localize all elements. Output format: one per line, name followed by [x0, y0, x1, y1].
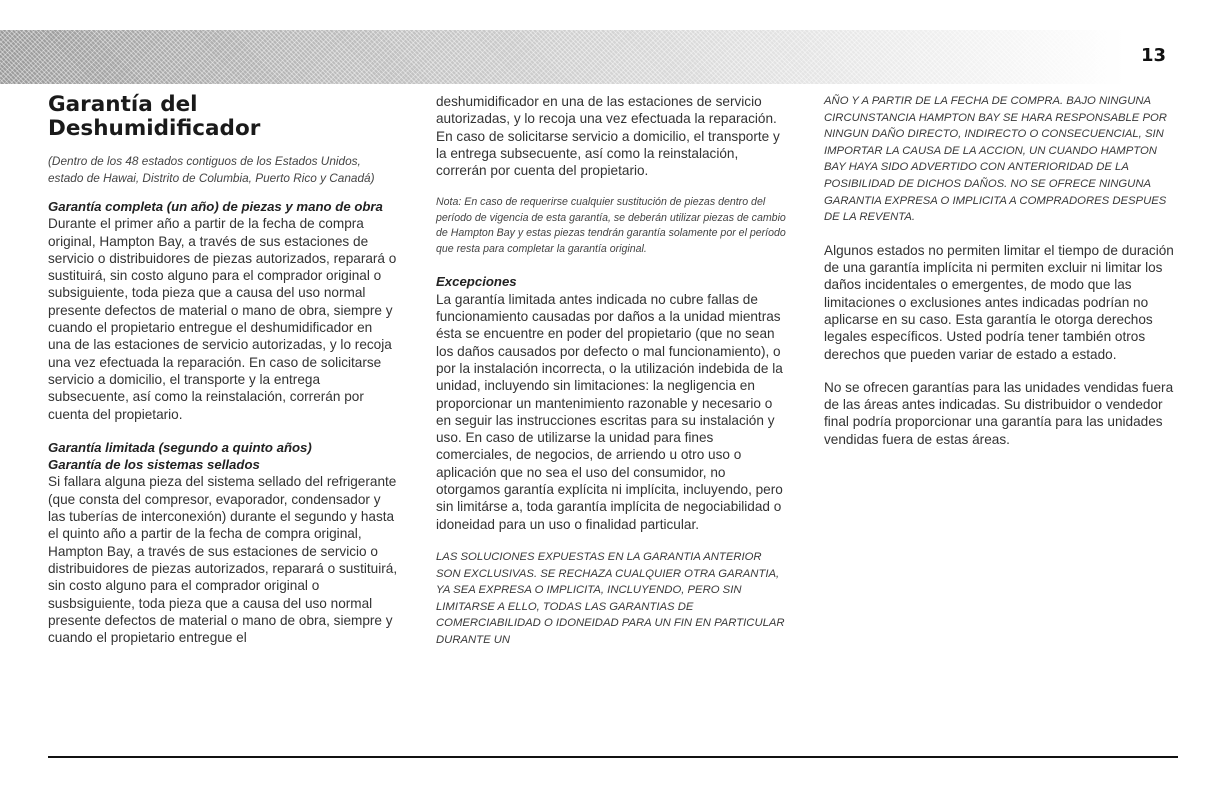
page-number: 13	[1140, 45, 1166, 66]
state-rights-text: Algunos estados no permiten limitar el tiempo de duración de una garantía implícita ni permiten excluir ni limitar los daños incidentales o emergentes, de modo que las limitaciones o exclusiones antes indicadas podrían no aplicarse en su caso. Esta garantía le otorga derechos legales específicos. Usted podría tener también otros derechos que pueden variar de estado a estado.	[824, 242, 1174, 362]
page-title	[48, 93, 398, 141]
exceptions-text: La garantía limitada antes indicada no cubre fallas de funcionamiento causadas por daños a la unidad mientras ésta se encuentre en poder del propietario (que no sean los daños causados por defecto o mal funcionamiento), o por la instalación incorrecta, o la utilización indebida de la unidad, incluyendo sin limitaciones: la negligencia en proporcionar un mantenimiento razonable y necesario o en seguir las instrucciones escritas para su instalación y uso. En caso de utilizarse la unidad para fines comerciales, de negocios, de arriendo u otro uso o aplicación que no sea el uso del consumidor, no otorgamos garantía explícita ni implícita, incluyendo, pero sin limitárse a, toda garantía implícita de negociabilidad o idoneidad para un uso o finalidad particular.	[436, 291, 783, 532]
replacement-parts-note: Nota: En caso de requerirse cualquier sustitución de piezas dentro del período de vigencia de esta garantía, se deberán utilizar piezas de cambio de Hampton Bay y estas piezas tendrán garantía solamente por el período que resta para completar la garantía original.	[436, 196, 786, 255]
column-3	[824, 93, 1176, 464]
bottom-rule	[48, 756, 1178, 758]
coverage-area-subtitle: (Dentro de los 48 estados contiguos de los Estados Unidos, estado de Hawai, Distrito de Columbia, Puerto Rico y Canadá)	[48, 154, 375, 185]
disclaimer-text: LAS SOLUCIONES EXPUESTAS EN LA GARANTIA ANTERIOR SON EXCLUSIVAS. SE RECHAZA CUALQUIER OTRA GARANTIA, YA SEA EXPRESA O IMPLICITA, INCLUYENDO, PERO SIN LIMITARSE A ELLO, TODAS LAS GARANTIAS DE COMERCIABILIDAD O IDONEIDAD PARA UN FIN EN PARTICULAR DURANTE UN	[436, 550, 785, 646]
column-2	[436, 93, 788, 665]
disclaimer-text-continued: AÑO Y A PARTIR DE LA FECHA DE COMPRA. BAJO NINGUNA CIRCUNSTANCIA HAMPTON BAY SE HARA RESPONSABLE POR NINGUN DAÑO DIRECTO, INDIRECTO O CONSECUENCIAL, SIN IMPORTAR LA CAUSA DE LA ACCION, UN CUANDO HAMPTON BAY HAYA SIDO ADVERTIDO CON ANTERIORIDAD DE LA POSIBILIDAD DE DICHOS DAÑOS. NO SE OFRECE NINGUNA GARANTIA EXPRESA O IMPLICITA A COMPRADORES DESPUES DE LA REVENTA.	[824, 95, 1167, 224]
full-warranty-heading: Garantía completa (un año) de piezas y mano de obra	[48, 199, 383, 214]
limited-warranty-text-continued: deshumidificador en una de las estaciones de servicio autorizadas, y lo recoja una vez efectuada la reparación. En caso de solicitarse servicio a domicilio, el transporte y la entrega subsecuente, así como la reinstalación, correrán por cuenta del propietario.	[436, 94, 780, 179]
page-title-line-2: Deshumidificador	[48, 116, 261, 141]
page-title-line-1: Garantía del	[48, 92, 198, 117]
column-1	[48, 93, 398, 662]
full-warranty-text: Durante el primer año a partir de la fecha de compra original, Hampton Bay, a través de sus estaciones de servicio o distribuidores de piezas autorizados, reparará o sustituirá, sin costo alguno para el comprador original o subsiguiente, toda pieza que a causa del uso normal presente defectos de material o mano de obra, siempre y cuando el propietario entregue el deshumidificador en una de las estaciones de servicio autorizadas, y lo recoja una vez efectuada la reparación. En caso de solicitarse servicio a domicilio, el transporte y la entrega subsecuente, así como la reinstalación, correrán por cuenta del propietario.	[48, 216, 397, 422]
limited-warranty-text: Si fallara alguna pieza del sistema sellado del refrigerante (que consta del compresor, evaporador, condensador y las tuberías de interconexión) durante el segundo y hasta el quinto año a partir de la fecha de compra original, Hampton Bay, a través de sus estaciones de servicio o distribuidores de piezas autorizados, reparará o sustituirá, sin costo alguno para el comprador original o susbsiguiente, toda pieza que a causa del uso normal presente defectos de material o mano de obra, siempre y cuando el propietario entregue el	[48, 474, 398, 646]
limited-warranty-heading: Garantía limitada (segundo a quinto años)	[48, 439, 312, 455]
exceptions-heading: Excepciones	[436, 274, 517, 290]
outside-areas-text: No se ofrecen garantías para las unidades vendidas fuera de las áreas antes indicadas. Su distribuidor o vendedor final podría proporcionar una garantía para las unidades vendidas fuera de estas áreas.	[824, 379, 1174, 447]
header-band	[0, 30, 1125, 84]
sealed-system-heading: Garantía de los sistemas sellados	[48, 457, 260, 473]
